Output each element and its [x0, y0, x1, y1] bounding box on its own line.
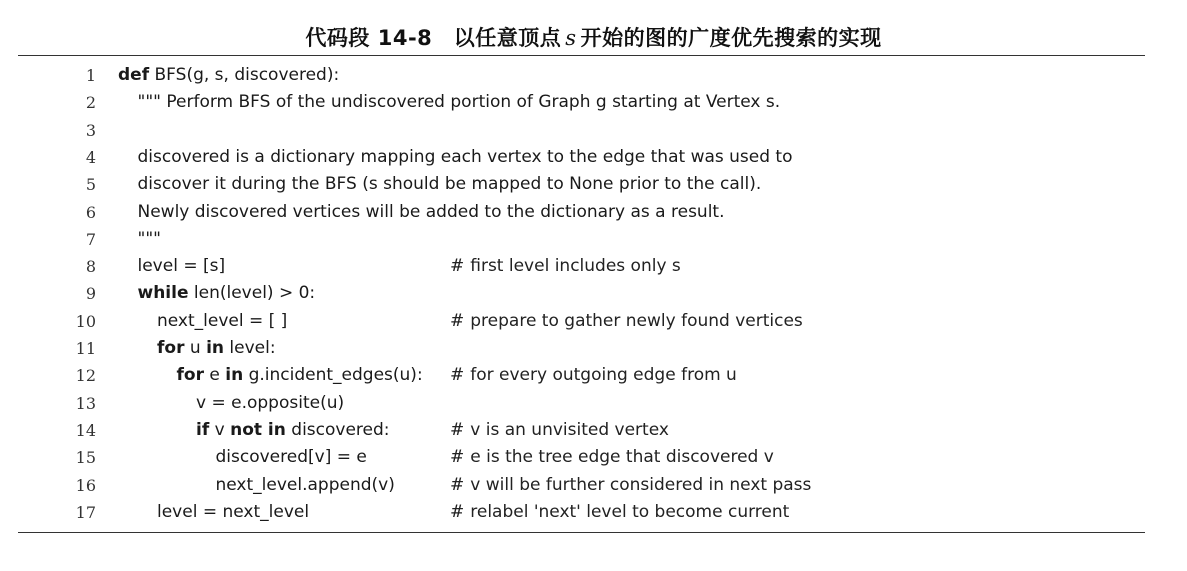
code-comment [450, 253, 681, 280]
code-line [0, 280, 1187, 307]
comment-marker: # [450, 474, 465, 495]
code-text [157, 335, 276, 362]
code-text [138, 89, 781, 116]
code-line [0, 171, 1187, 198]
code-text [216, 472, 395, 499]
code-line [0, 472, 1187, 499]
code-line [0, 390, 1187, 417]
code-keyword: in [206, 338, 224, 358]
code-text [157, 308, 287, 335]
code-text [138, 226, 161, 253]
code-keyword: def [118, 65, 150, 85]
line-number: 12 [75, 366, 96, 386]
code-comment [450, 417, 669, 444]
code-line [0, 308, 1187, 335]
top-rule [18, 55, 1145, 56]
comment-marker: # [450, 256, 465, 277]
code-comment [450, 499, 789, 526]
code-token: v = e.opposite(u) [196, 392, 345, 413]
comment-marker: # [450, 419, 465, 440]
line-number: 11 [75, 339, 96, 358]
comment-marker: # [450, 310, 465, 331]
code-line [0, 117, 1187, 144]
code-keyword: not in [230, 419, 286, 440]
code-token: discovered: [285, 419, 390, 440]
code-line [0, 335, 1187, 362]
comment-text: e is the tree edge that discovered v [470, 447, 774, 468]
bottom-rule [18, 532, 1145, 533]
comment-marker: # [450, 501, 465, 522]
code-keyword: in [225, 365, 244, 386]
line-number: 3 [85, 120, 96, 140]
comment-text: v will be further considered in next pass [470, 474, 812, 495]
comment-text: relabel 'next' level to become current [470, 501, 790, 522]
code-token: level: [224, 338, 276, 358]
comment-marker: # [450, 447, 465, 468]
code-token: v [209, 419, 231, 440]
code-token: next_level.append(v) [215, 474, 395, 495]
line-number: 7 [85, 229, 96, 249]
code-comment [450, 444, 774, 471]
code-line [0, 199, 1187, 226]
code-text [157, 499, 309, 526]
line-number: 15 [75, 448, 96, 468]
code-text [138, 280, 316, 307]
code-token: Newly discovered vertices will be added to the dictionary as a result. [137, 201, 725, 222]
code-text [118, 62, 339, 89]
code-token: discover it during the BFS (s should be mapped to None prior to the call). [137, 174, 762, 195]
code-text [196, 390, 344, 417]
code-token: u [184, 338, 207, 358]
line-number: 10 [75, 311, 96, 331]
code-line [0, 444, 1187, 471]
line-number: 4 [85, 147, 96, 167]
comment-text: prepare to gather newly found vertices [470, 310, 803, 331]
comment-text: for every outgoing edge from u [470, 365, 737, 386]
code-text [196, 417, 390, 444]
line-number: 14 [75, 420, 96, 440]
code-line [0, 144, 1187, 171]
line-number: 17 [75, 502, 96, 522]
code-token: level = next_level [157, 501, 310, 522]
code-line [0, 253, 1187, 280]
caption-variable: s [565, 26, 577, 50]
code-token: discovered is a dictionary mapping each vertex to the edge that was used to [137, 146, 793, 167]
comment-marker: # [450, 365, 465, 386]
code-text [216, 444, 367, 471]
code-text [138, 171, 762, 198]
code-keyword: for [176, 365, 204, 386]
code-text [177, 362, 423, 389]
code-token: """ Perform BFS of the undiscovered portion of Graph g starting at Vertex s. [137, 92, 781, 113]
caption-prefix: 代码段 14-8 以任意顶点 [305, 26, 562, 50]
line-number: 1 [85, 66, 96, 85]
code-line [0, 62, 1187, 89]
code-comment [450, 308, 803, 335]
code-line [0, 499, 1187, 526]
code-text [138, 253, 226, 280]
code-token: discovered[v] = e [215, 447, 367, 468]
code-comment [450, 472, 811, 499]
code-keyword: for [157, 338, 185, 358]
line-number: 9 [85, 284, 96, 304]
line-number: 5 [85, 175, 96, 195]
line-number: 8 [85, 257, 96, 277]
code-line [0, 89, 1187, 116]
line-number: 16 [75, 475, 96, 495]
comment-text: first level includes only s [470, 256, 681, 277]
code-token: BFS(g, s, discovered): [149, 65, 340, 85]
comment-text: v is an unvisited vertex [470, 419, 669, 440]
line-number: 2 [85, 93, 96, 113]
line-number: 6 [85, 202, 96, 222]
code-line [0, 417, 1187, 444]
code-line [0, 226, 1187, 253]
code-token: """ [137, 228, 161, 249]
listing-caption [0, 22, 1187, 52]
code-token: next_level = [ ] [157, 310, 288, 331]
code-token: len(level) > 0: [188, 283, 316, 304]
code-text [138, 144, 793, 171]
line-number: 13 [75, 393, 96, 413]
code-token: level = [s] [137, 256, 226, 277]
code-comment [450, 362, 737, 389]
code-keyword: if [196, 419, 210, 440]
caption-suffix: 开始的图的广度优先搜索的实现 [580, 26, 882, 50]
code-line [0, 362, 1187, 389]
code-token: g.incident_edges(u): [243, 365, 423, 386]
code-text [138, 199, 725, 226]
code-token: e [203, 365, 226, 386]
code-keyword: while [137, 283, 189, 304]
